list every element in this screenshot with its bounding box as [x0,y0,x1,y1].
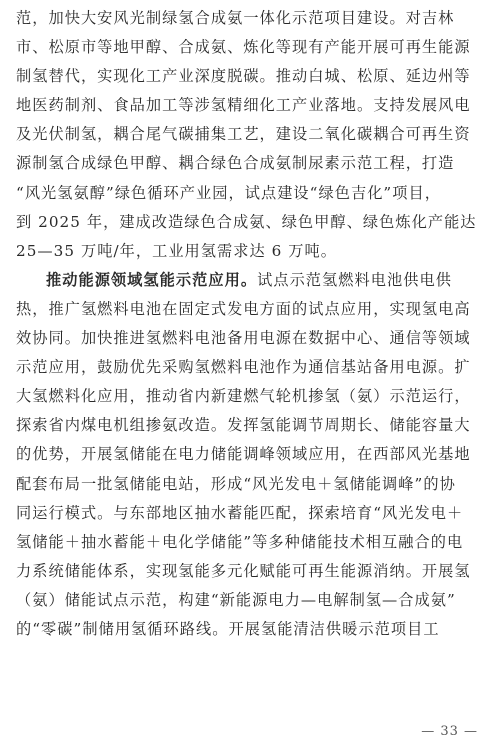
text-line: 力系统储能体系，实现氢能多元化赋能可再生能源消纳。开展氢 [16,561,471,580]
text-line: 市、松原市等地甲醇、合成氨、炼化等现有产能开展可再生能源 [16,38,471,57]
text-line: （氨）储能试点示范，构建“新能源电力—电解制氢—合成氨” [16,590,456,609]
text-line: 探索省内煤电机组掺氨改造。发挥氢能调节周期长、储能容量大 [16,416,471,435]
text-line: 热，推广氢燃料电池在固定式发电方面的试点应用，实现氢电高 [16,299,471,318]
section-heading: 推动能源领域氢能示范应用。 [46,270,258,289]
heading-continuation: 试点示范氢燃料电池供电供 [257,270,452,289]
text-line: 示范应用，鼓励优先采购氢燃料电池作为通信基站备用电源。扩 [16,358,471,377]
text-line: 配套布局一批氢储能电站，形成“风光发电＋氢储能调峰”的协 [16,474,456,493]
text-line: 效协同。加快推进氢燃料电池备用电源在数据中心、通信等领域 [16,329,471,348]
text-line: 25—35 万吨/年，工业用氢需求达 6 万吨。 [16,241,337,260]
text-line: 源制氢合成绿色甲醇、耦合绿色合成氨制尿素示范工程，打造 [16,154,455,173]
text-line-first [16,266,484,295]
text-line: 制氢替代，实现化工产业深度脱碳。推动白城、松原、延边州等 [16,67,471,86]
text-line: 氢储能＋抽水蓄能＋电化学储能”等多种储能技术相互融合的电 [16,532,464,551]
text-line: 同运行模式。与东部地区抽水蓄能匹配，探索培育“风光发电＋ [16,503,464,522]
page-number: — 33 — [421,724,478,739]
paragraph-1 [16,4,484,266]
text-line: 范，加快大安风光制绿氢合成氨一体化示范项目建设。对吉林 [16,9,455,27]
text-line: 及光伏制氢，耦合尾气碳捕集工艺，建设二氧化碳耦合可再生资 [16,125,471,144]
text-line: 地医药制剂、食品加工等涉氢精细化工产业落地。支持发展风电 [16,96,471,115]
text-line: 大氢燃料化应用，推动省内新建燃气轮机掺氢（氨）示范运行， [16,387,471,406]
text-line: “风光氢氨醇”绿色循环产业园，试点建设“绿色吉化”项目， [16,183,441,202]
text-line: 的“零碳”制储用氢循环路线。开展氢能清洁供暖示范项目工 [16,619,440,638]
text-line: 到 2025 年，建成改造绿色合成氨、绿色甲醇、绿色炼化产能达 [16,212,477,231]
text-line: 的优势，开展氢储能在电力储能调峰领域应用，在西部风光基地 [16,445,471,464]
paragraph-2 [16,266,484,644]
